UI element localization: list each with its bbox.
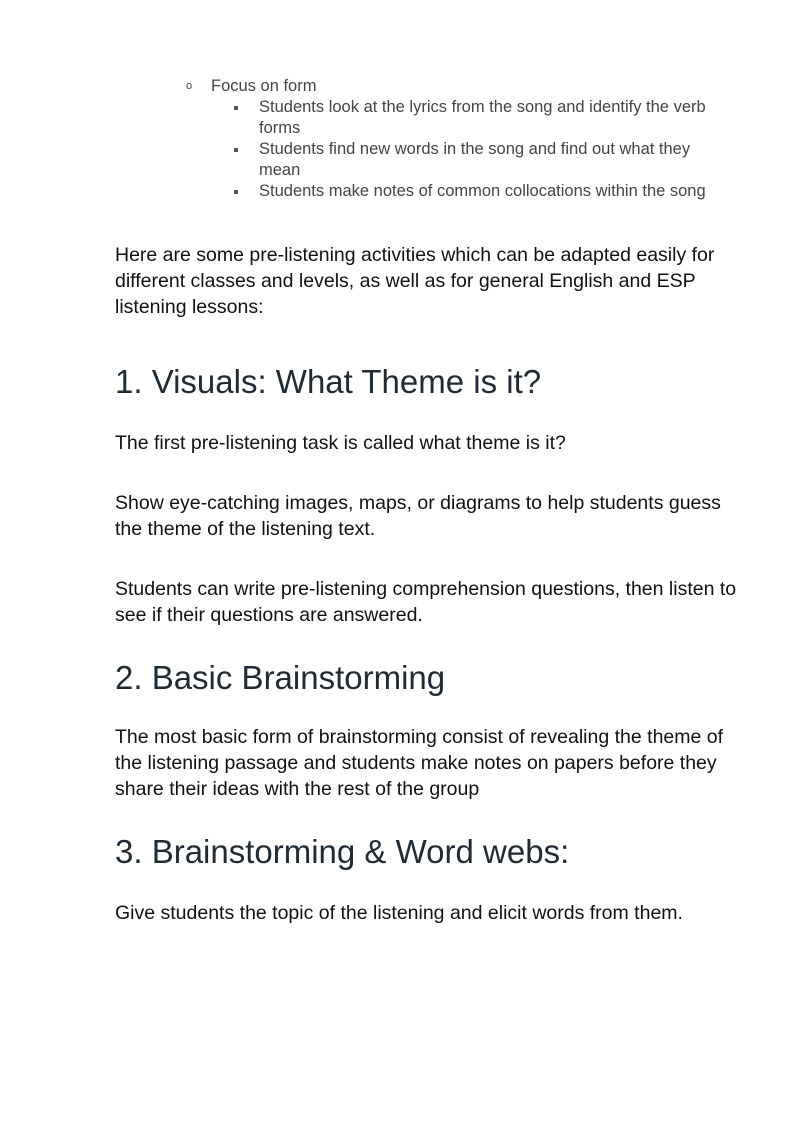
- outline-item: [186, 76, 746, 97]
- sub-list-item: [234, 181, 714, 202]
- section-heading-basic-brainstorming: 2. Basic Brainstorming: [115, 659, 446, 696]
- section-paragraph: Students can write pre-listening comprehension questions, then listen to see if their questions are answered.: [115, 578, 737, 626]
- sub-list-item-text: Students look at the lyrics from the song and identify the verb forms: [259, 98, 706, 137]
- section-paragraph: The first pre-listening task is called what theme is it?: [115, 432, 566, 454]
- sub-list-item-text: Students make notes of common collocations within the song: [259, 182, 706, 200]
- intro-paragraph: Here are some pre-listening activities which can be adapted easily for different classes and levels, as well as for general English and ESP listening lessons:: [115, 244, 715, 318]
- section-paragraph: The most basic form of brainstorming consist of revealing the theme of the listening passage and students make notes on papers before they share their ideas with the rest of the group: [115, 726, 724, 800]
- sub-list: [186, 97, 714, 202]
- sub-list-item: [234, 97, 714, 139]
- section-paragraph: Show eye-catching images, maps, or diagrams to help students guess the theme of the listening text.: [115, 492, 721, 540]
- section-paragraph: Give students the topic of the listening and elicit words from them.: [115, 902, 683, 924]
- outline-list: [186, 76, 746, 202]
- circle-bullet-icon: o: [186, 80, 193, 92]
- square-bullet-icon: [234, 148, 238, 152]
- section-heading-visuals: 1. Visuals: What Theme is it?: [115, 363, 542, 400]
- square-bullet-icon: [234, 190, 238, 194]
- main-content: [115, 242, 750, 926]
- outline-item-text: Focus on form: [211, 77, 317, 95]
- sub-list-item: [234, 139, 714, 181]
- square-bullet-icon: [234, 106, 238, 110]
- section-heading-word-webs: 3. Brainstorming & Word webs:: [115, 833, 570, 870]
- sub-list-item-text: Students find new words in the song and find out what they mean: [259, 140, 691, 179]
